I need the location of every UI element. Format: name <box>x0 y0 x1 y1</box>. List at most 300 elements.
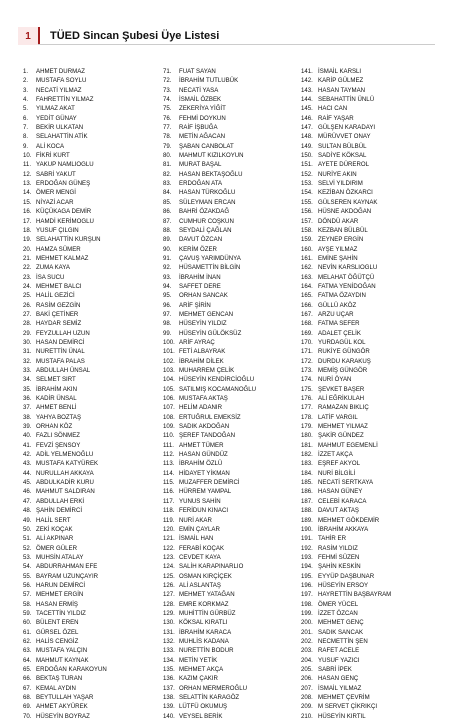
member-row <box>163 534 285 543</box>
member-name: NURETTİN BODUR <box>179 647 234 655</box>
member-row <box>23 273 146 282</box>
member-name: YUSUF ÇILGIN <box>36 226 79 234</box>
member-name: HASAN DEMİRCİ <box>36 338 85 346</box>
header-divider <box>38 44 435 45</box>
member-number: 181. <box>301 441 313 449</box>
member-number: 139. <box>163 703 175 711</box>
member-name: SADIK SANCAK <box>318 628 364 636</box>
member-row <box>163 665 285 674</box>
member-number: 37. <box>23 404 32 412</box>
member-row <box>163 254 285 263</box>
member-number: 11. <box>23 161 32 169</box>
member-row <box>163 338 285 347</box>
member-row <box>163 506 285 515</box>
member-name: CUMHUR COŞKUN <box>179 217 234 225</box>
member-number: 45. <box>23 479 32 487</box>
member-name: NURULLAH AKKAYA <box>36 469 94 477</box>
member-name: HÜSEYİN ERSOY <box>318 581 369 589</box>
member-name: ARİF AYRAÇ <box>179 338 215 346</box>
member-row <box>23 450 146 459</box>
member-number: 132. <box>163 637 175 645</box>
member-column-2 <box>163 67 285 721</box>
member-number: 84. <box>163 189 172 197</box>
member-row <box>23 170 146 179</box>
member-name: MEHMET KALMAZ <box>36 254 89 262</box>
member-number: 65. <box>23 666 32 673</box>
member-name: AHMET AKYÜREK <box>36 703 88 711</box>
member-row <box>163 431 285 440</box>
member-name: HÜSEYİN KIRTIL <box>318 712 366 720</box>
member-number: 64. <box>23 656 32 664</box>
member-row <box>23 628 146 637</box>
member-number: 119. <box>163 516 175 524</box>
member-row <box>301 525 436 534</box>
member-name: İBRAHİM ÖZLÜ <box>179 460 223 468</box>
member-row <box>301 235 436 244</box>
member-row <box>23 385 146 394</box>
member-name: SULTAN BÜLBÜL <box>318 142 367 150</box>
member-row <box>23 665 146 674</box>
member-number: 81. <box>163 161 172 169</box>
member-name: ORHAN KÖZ <box>36 423 73 431</box>
member-name: İBRAHİM TUTLUBÜK <box>179 77 239 85</box>
member-row <box>301 319 436 328</box>
member-number: 176. <box>301 395 313 403</box>
member-number: 162. <box>301 264 313 272</box>
member-number: 25. <box>23 292 32 300</box>
member-number: 149. <box>301 142 313 150</box>
member-name: ÖMER MENGİ <box>36 189 76 197</box>
member-row <box>23 338 146 347</box>
member-row <box>23 301 146 310</box>
member-row <box>163 497 285 506</box>
member-number: 50. <box>23 525 32 533</box>
member-row <box>163 385 285 394</box>
member-name: FEHMİ DOYKUN <box>179 114 226 122</box>
member-row <box>301 104 436 113</box>
member-name: FEYZULLAH UZUN <box>36 329 90 337</box>
member-row <box>23 95 146 104</box>
member-name: FEVZİ ŞENSOY <box>36 441 81 449</box>
member-number: 177. <box>301 404 313 412</box>
member-row <box>163 160 285 169</box>
member-name: ÖMER YÜCEL <box>318 600 359 608</box>
member-name: BAYRAM UZUNÇAYIR <box>36 572 99 580</box>
member-row <box>23 329 146 338</box>
member-row <box>301 422 436 431</box>
member-number: 153. <box>301 180 313 188</box>
member-name: NECATİ SERTKAYA <box>318 479 374 487</box>
member-name: AYŞE YILMAZ <box>318 245 358 253</box>
member-number: 14. <box>23 189 32 197</box>
member-name: NECATİ YASA <box>179 86 219 94</box>
member-name: HAMDİ KERİMOGLU <box>36 217 94 225</box>
member-name: M SERVET ÇİKRIKÇI <box>318 703 378 711</box>
member-row <box>163 198 285 207</box>
member-name: ALİ EĞRİKULAH <box>318 395 365 403</box>
member-name: ABDURRAHMAN EFE <box>36 563 98 571</box>
member-number: 182. <box>301 451 313 459</box>
member-number: 73. <box>163 86 172 94</box>
member-number: 187. <box>301 497 313 505</box>
member-number: 117. <box>163 497 175 505</box>
member-row <box>23 487 146 496</box>
member-number: 106. <box>163 395 175 403</box>
member-number: 89. <box>163 236 172 244</box>
member-number: 135. <box>163 666 175 673</box>
member-name: MEHMET GENCAN <box>179 310 234 318</box>
member-number: 105. <box>163 385 175 393</box>
member-number: 56. <box>23 581 32 589</box>
member-number: 185. <box>301 479 313 487</box>
member-name: KEZBAN BÜLBÜL <box>318 226 368 234</box>
member-number: 140. <box>163 712 175 720</box>
member-name: DURDU KARAKUŞ <box>318 357 371 365</box>
member-number: 192. <box>301 544 313 552</box>
member-number: 100. <box>163 338 175 346</box>
member-name: EMİN ÇAYLAR <box>179 525 220 533</box>
member-row <box>163 319 285 328</box>
member-number: 201. <box>301 628 313 636</box>
member-name: ABDULKADİR KURU <box>36 479 94 487</box>
member-name: HACI CAN <box>318 105 348 113</box>
member-number: 197. <box>301 591 313 599</box>
member-name: MUHİTTİN GÜRBÜZ <box>179 609 236 617</box>
member-name: BEKTAŞ TURAN <box>36 675 83 683</box>
member-number: 123. <box>163 553 175 561</box>
member-number: 121. <box>163 535 175 543</box>
member-name: ALİ AKPINAR <box>36 535 74 543</box>
member-number: 92. <box>163 264 172 272</box>
member-name: ORHAN SANCAK <box>179 292 228 300</box>
member-number: 46. <box>23 488 32 496</box>
member-number: 173. <box>301 367 313 374</box>
member-row <box>301 656 436 665</box>
member-row <box>23 282 146 291</box>
member-number: 98. <box>163 320 172 328</box>
member-row <box>23 198 146 207</box>
member-row <box>301 151 436 160</box>
member-row <box>23 702 146 711</box>
member-name: TAHİR ER <box>318 535 346 543</box>
member-row <box>23 459 146 468</box>
member-number: 17. <box>23 217 32 225</box>
member-row <box>23 179 146 188</box>
member-number: 130. <box>163 619 175 627</box>
member-row <box>301 618 436 627</box>
member-row <box>163 347 285 356</box>
member-row <box>301 282 436 291</box>
member-name: MELAHAT ÖĞÜTÇÜ <box>318 273 375 281</box>
member-name: ŞEREF TANDOĞAN <box>179 432 235 440</box>
member-name: ŞEVKET BAŞER <box>318 385 365 393</box>
member-row <box>23 562 146 571</box>
member-number: 129. <box>163 609 175 617</box>
member-number: 90. <box>163 245 172 253</box>
member-row <box>301 628 436 637</box>
member-row <box>163 76 285 85</box>
member-number: 113. <box>163 460 175 468</box>
member-name: SÜLEYMAN ERCAN <box>179 198 236 206</box>
member-row <box>163 413 285 422</box>
member-row <box>23 76 146 85</box>
member-name: MEHMET ERGİN <box>36 591 84 599</box>
member-number: 156. <box>301 208 313 216</box>
member-row <box>23 525 146 534</box>
member-name: GÜLSEREN KAYNAK <box>318 198 378 206</box>
member-number: 103. <box>163 367 175 374</box>
member-number: 193. <box>301 553 313 561</box>
member-number: 190. <box>301 525 313 533</box>
member-row <box>163 450 285 459</box>
member-name: SADİYE KÖKSAL <box>318 152 367 160</box>
member-row <box>23 188 146 197</box>
member-name: YUSUF YAZICI <box>318 656 360 664</box>
member-number: 170. <box>301 338 313 346</box>
member-name: ABDULLAH ÜNSAL <box>36 367 91 374</box>
member-number: 13. <box>23 180 32 188</box>
member-number: 160. <box>301 245 313 253</box>
member-name: MUHARREM ÇELİK <box>179 367 235 374</box>
member-number: 51. <box>23 535 32 543</box>
member-name: SEYDALİ ÇAĞLAN <box>179 226 232 234</box>
member-number: 29. <box>23 329 32 337</box>
member-number: 88. <box>163 226 172 234</box>
member-name: YURDAGÜL KOL <box>318 338 366 346</box>
member-name: KEZİBAN ÖZKARCI <box>318 189 373 197</box>
member-row <box>23 413 146 422</box>
member-number: 189. <box>301 516 313 524</box>
member-row <box>301 674 436 683</box>
member-number: 172. <box>301 357 313 365</box>
member-name: AHMET BENLİ <box>36 404 77 412</box>
member-name: MUSTAFA PALAS <box>36 357 85 365</box>
member-number: 148. <box>301 133 313 141</box>
member-row <box>301 646 436 655</box>
member-row <box>163 609 285 618</box>
member-row <box>23 357 146 366</box>
member-number: 206. <box>301 675 313 683</box>
member-row <box>23 506 146 515</box>
member-number: 16. <box>23 208 32 216</box>
member-name: HASAN ERMİŞ <box>36 600 78 608</box>
member-name: METİN AĞACAN <box>179 133 226 141</box>
member-row <box>163 712 285 721</box>
member-number: 40. <box>23 432 32 440</box>
member-number: 136. <box>163 675 175 683</box>
member-number: 24. <box>23 282 32 290</box>
member-row <box>163 637 285 646</box>
member-row <box>23 572 146 581</box>
page-header <box>18 27 435 45</box>
member-name: HİDAYET YİKMAN <box>179 469 230 477</box>
member-row <box>23 151 146 160</box>
member-name: HÜSNE AKDOĞAN <box>318 208 372 216</box>
member-row <box>301 160 436 169</box>
member-number: 74. <box>163 96 172 104</box>
member-row <box>163 516 285 525</box>
member-name: FATMA ÖZAYDIN <box>318 292 366 300</box>
member-name: MAHMUT SALDIRAN <box>36 488 95 496</box>
member-name: BAHRİ ÖZAKDAĞ <box>179 208 230 216</box>
member-name: DÖNDÜ AKAR <box>318 217 359 225</box>
member-row <box>163 487 285 496</box>
member-row <box>23 590 146 599</box>
member-row <box>23 104 146 113</box>
member-row <box>23 581 146 590</box>
member-number: 42. <box>23 451 32 459</box>
member-row <box>163 263 285 272</box>
member-number: 141. <box>301 68 313 75</box>
member-number: 48. <box>23 507 32 515</box>
member-row <box>301 198 436 207</box>
member-row <box>301 450 436 459</box>
member-row <box>301 263 436 272</box>
member-row <box>301 572 436 581</box>
member-name: İBRAHİM AKKAYA <box>318 525 369 533</box>
member-row <box>163 553 285 562</box>
page-number: 1 <box>18 27 38 45</box>
member-number: 104. <box>163 376 175 384</box>
member-row <box>23 534 146 543</box>
member-number: 76. <box>163 114 172 122</box>
member-number: 99. <box>163 329 172 337</box>
member-name: KEMAL AYDIN <box>36 684 76 692</box>
member-number: 31. <box>23 348 32 356</box>
member-name: NURİ BİLGİLİ <box>318 469 356 477</box>
member-number: 159. <box>301 236 313 244</box>
member-number: 30. <box>23 338 32 346</box>
member-name: MEHMET BALCI <box>36 282 82 290</box>
member-number: 205. <box>301 666 313 673</box>
member-row <box>163 459 285 468</box>
member-number: 32. <box>23 357 32 365</box>
member-row <box>163 179 285 188</box>
member-row <box>163 291 285 300</box>
member-row <box>301 301 436 310</box>
member-row <box>301 712 436 721</box>
member-row <box>163 357 285 366</box>
member-number: 179. <box>301 423 313 431</box>
member-name: ADİL YELMENOĞLU <box>36 451 94 459</box>
member-name: ZEYNEP ERGİN <box>318 236 364 244</box>
member-row <box>23 132 146 141</box>
member-row <box>301 684 436 693</box>
member-number: 204. <box>301 656 313 664</box>
member-row <box>163 188 285 197</box>
member-name: LÜTFÜ OKUMUŞ <box>179 703 228 711</box>
member-number: 8. <box>23 133 29 141</box>
member-row <box>23 516 146 525</box>
member-number: 2. <box>23 77 29 85</box>
member-number: 122. <box>163 544 175 552</box>
member-row <box>301 516 436 525</box>
member-number: 198. <box>301 600 313 608</box>
member-number: 62. <box>23 637 32 645</box>
member-row <box>23 403 146 412</box>
member-name: DAVUT AKTAŞ <box>318 507 359 515</box>
member-name: YAKUP NAMLIOGLU <box>36 161 94 169</box>
member-number: 154. <box>301 189 313 197</box>
member-row <box>163 702 285 711</box>
member-row <box>23 637 146 646</box>
member-name: HASAN GÜNEY <box>318 488 363 496</box>
member-number: 107. <box>163 404 175 412</box>
member-name: ALİ ASLANTAŞ <box>179 581 221 589</box>
member-name: VEYSEL BERİK <box>179 712 223 720</box>
member-name: MUZAFFER DEMİRCİ <box>179 479 240 487</box>
member-number: 18. <box>23 226 32 234</box>
member-name: AHMET TÜMER <box>179 441 224 449</box>
member-name: İBRAHİM AKIN <box>36 385 77 393</box>
member-name: KAZIM ÇAKIR <box>179 675 218 683</box>
member-name: HASAN TÜRKOĞLU <box>179 189 236 197</box>
member-name: EMİNE ŞAHİN <box>318 254 358 262</box>
member-number: 55. <box>23 572 32 580</box>
member-name: FAHRETTİN YILMAZ <box>36 96 94 104</box>
member-name: MEHMET GÖKDEMİR <box>318 516 380 524</box>
member-name: HASAN GENÇ <box>318 675 359 683</box>
member-name: MUSTAFA AKTAŞ <box>179 395 228 403</box>
member-row <box>23 319 146 328</box>
member-number: 58. <box>23 600 32 608</box>
member-number: 126. <box>163 581 175 589</box>
member-number: 110. <box>163 432 175 440</box>
member-name: HASAN TAYMAN <box>318 86 366 94</box>
member-number: 167. <box>301 310 313 318</box>
member-name: SATILMIŞ KOCAMANOĞLU <box>179 385 257 393</box>
member-number: 171. <box>301 348 313 356</box>
member-number: 4. <box>23 96 29 104</box>
member-name: İSA SUCU <box>36 273 65 281</box>
member-number: 94. <box>163 282 172 290</box>
member-name: HASAN BEKTAŞOĞLU <box>179 170 243 178</box>
member-name: YILMAZ AKAT <box>36 105 75 113</box>
member-number: 95. <box>163 292 172 300</box>
member-row <box>23 553 146 562</box>
member-number: 161. <box>301 254 313 262</box>
member-row <box>23 263 146 272</box>
member-number: 36. <box>23 395 32 403</box>
member-name: HALİL GEZİCİ <box>36 292 75 300</box>
member-row <box>301 217 436 226</box>
member-row <box>301 394 436 403</box>
member-number: 57. <box>23 591 32 599</box>
member-number: 134. <box>163 656 175 664</box>
member-row <box>23 67 146 76</box>
member-row <box>163 581 285 590</box>
member-row <box>301 366 436 375</box>
member-row <box>163 674 285 683</box>
member-number: 102. <box>163 357 175 365</box>
member-row <box>301 478 436 487</box>
member-row <box>163 142 285 151</box>
member-number: 54. <box>23 563 32 571</box>
member-name: RUKİYE GÜNGÖR <box>318 348 370 356</box>
member-name: İBRAHİM DİLEK <box>179 357 224 365</box>
member-number: 199. <box>301 609 313 617</box>
member-name: ŞABAN CANBOLAT <box>179 142 234 150</box>
member-name: BAKİ ÇETİNER <box>36 310 79 318</box>
member-number: 7. <box>23 124 29 132</box>
member-number: 87. <box>163 217 172 225</box>
member-row <box>163 562 285 571</box>
member-number: 210. <box>301 712 313 720</box>
member-row <box>163 226 285 235</box>
member-row <box>301 581 436 590</box>
member-name: KERİM ÖZER <box>179 245 217 253</box>
member-number: 91. <box>163 254 172 262</box>
